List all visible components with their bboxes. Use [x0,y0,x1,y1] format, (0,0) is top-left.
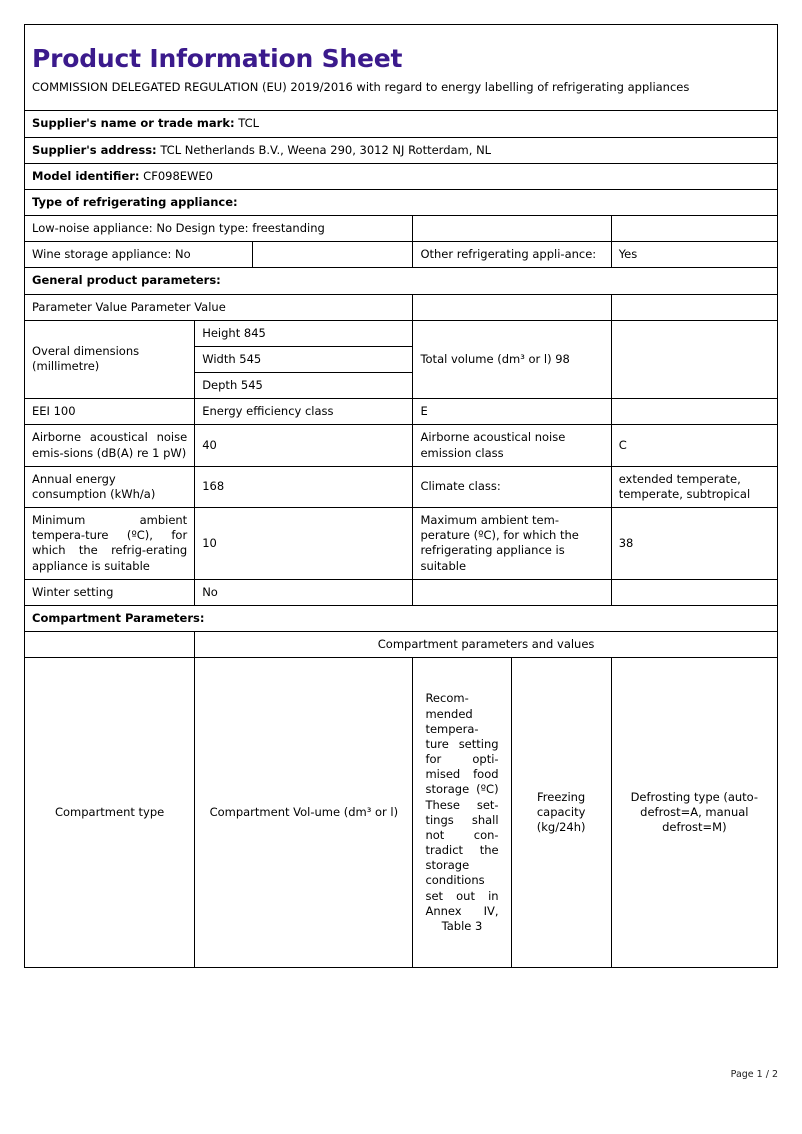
winter-setting-row [25,579,778,605]
col-defrosting-type: Defrosting type (auto-defrost=A, manual defrost=M) [611,658,777,968]
compartment-table-header: Compartment parameters and values [195,632,778,658]
page-title: Product Information Sheet [32,44,403,73]
width-label: Width [202,351,236,366]
total-volume-cell: Total volume (dm³ or l) 98 [413,320,611,399]
parameter-header-blank-1 [413,294,611,320]
depth-label: Depth [202,378,238,393]
noise-row [25,425,778,466]
compartment-header-blank [25,632,195,658]
col-compartment-volume: Compartment Vol-ume (dm³ or l) [195,658,413,968]
min-ambient-value: 10 [195,508,413,580]
low-noise-blank-2 [611,216,777,242]
eei-label: EEI 100 [25,399,195,425]
col-freezing-capacity: Freezing capacity (kg/24h) [511,658,611,968]
other-appliance-label: Other refrigerating appli-ance: [413,242,611,268]
supplier-address-value: TCL Netherlands B.V., Weena 290, 3012 NJ Rotterdam, NL [160,142,492,157]
model-row [25,163,778,189]
compartment-columns-row [25,658,778,968]
wine-storage-cell: Wine storage appliance: No [25,242,253,268]
general-heading: General product parameters: [25,268,778,294]
title-cell [25,25,778,78]
width-value: 545 [239,351,262,366]
type-heading-row [25,189,778,215]
model-value: CF098EWE0 [143,168,213,183]
parameter-header-cell: Parameter Value Parameter Value [25,294,413,320]
dimension-width-cell [195,346,413,372]
low-noise-row [25,216,778,242]
low-noise-cell: Low-noise appliance: No Design type: freestanding [25,216,413,242]
dimension-height-cell [195,320,413,346]
winter-setting-label: Winter setting [25,579,195,605]
supplier-name-value: TCL [238,116,260,131]
title-row [25,25,778,78]
page-footer: Page 1 / 2 [730,1069,778,1080]
annual-energy-value: 168 [195,466,413,507]
supplier-name-cell [25,111,778,137]
supplier-name-label: Supplier's name or trade mark: [32,116,235,131]
eei-blank [611,399,777,425]
annual-energy-label: Annual energy consumption (kWh/a) [25,466,195,507]
dimensions-blank [611,320,777,399]
subtitle-cell [25,77,778,111]
col-recommended-temperature: Recom-mended tempera-ture setting for opti-mised food storage (ºC) These set-tings shall not con-tradict the storage conditions set out in Annex IV, Table 3 [413,658,511,968]
energy-class-value: E [413,399,611,425]
energy-class-label: Energy efficiency class [195,399,413,425]
low-noise-blank-1 [413,216,611,242]
eei-row [25,399,778,425]
noise-class-label: Airborne acoustical noise emission class [413,425,611,466]
climate-class-label: Climate class: [413,466,611,507]
min-ambient-label: Minimum ambient tempera-ture (ºC), for which the refrig-erating appliance is suitable [25,508,195,580]
compartment-heading: Compartment Parameters: [25,605,778,631]
ambient-row [25,508,778,580]
noise-label: Airborne acoustical noise emis-sions (dB(A) re 1 pW) [25,425,195,466]
compartment-heading-row [25,605,778,631]
supplier-name-row [25,111,778,137]
type-heading: Type of refrigerating appliance: [25,189,778,215]
regulation-subtitle: COMMISSION DELEGATED REGULATION (EU) 2019/2016 with regard to energy labelling of refrigerating appliances [32,80,690,94]
winter-setting-value: No [195,579,413,605]
wine-storage-blank [253,242,413,268]
subtitle-row [25,77,778,111]
model-label: Model identifier: [32,168,140,183]
climate-class-value: extended temperate, temperate, subtropical [611,466,777,507]
dimension-height-row [25,320,778,346]
other-appliance-value: Yes [611,242,777,268]
dimension-depth-cell [195,373,413,399]
model-cell [25,163,778,189]
noise-value: 40 [195,425,413,466]
col-compartment-type: Compartment type [25,658,195,968]
overall-dimensions-label: Overal dimensions (millimetre) [25,320,195,399]
annual-energy-row [25,466,778,507]
supplier-address-cell [25,137,778,163]
winter-setting-blank-2 [611,579,777,605]
max-ambient-value: 38 [611,508,777,580]
parameter-header-row [25,294,778,320]
supplier-address-label: Supplier's address: [32,142,157,157]
max-ambient-label: Maximum ambient tem-perature (ºC), for which the refrigerating appliance is suitable [413,508,611,580]
product-information-table [24,24,778,968]
wine-storage-row [25,242,778,268]
parameter-header-blank-2 [611,294,777,320]
compartment-table-header-row [25,632,778,658]
general-heading-row [25,268,778,294]
winter-setting-blank-1 [413,579,611,605]
depth-value: 545 [240,378,263,393]
height-label: Height [202,325,241,340]
height-value: 845 [243,325,266,340]
document-page [24,24,778,1080]
noise-class-value: C [611,425,777,466]
supplier-address-row [25,137,778,163]
